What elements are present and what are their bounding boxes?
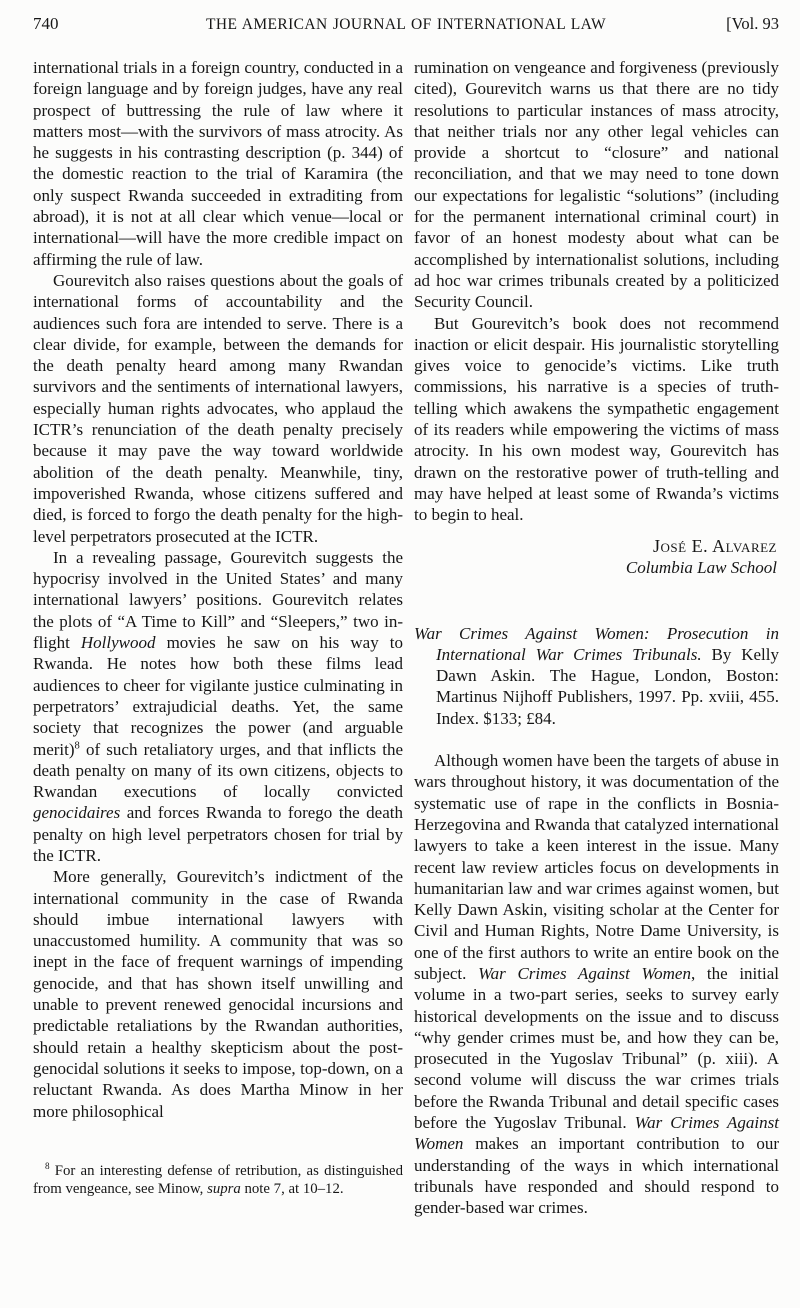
paragraph: rumination on vengeance and forgiveness (previously cited), Gourevitch warns us that there are no tidy resolutions to particular instances of mass atrocity, that neither trials nor any other legal vehicles can provide a shortcut to “closure” and national reconciliation, and that we may need to tone down our expectations for legalistic “solutions” (including for the permanent international criminal court) in favor of an honest modesty about what can be accomplished by internationalist solutions, including ad hoc war crimes tribunals created by a politicized Security Council. bbox=[414, 58, 779, 312]
volume-label: [Vol. 93 bbox=[726, 14, 779, 33]
journal-title: THE AMERICAN JOURNAL OF INTERNATIONAL LAW bbox=[205, 16, 607, 33]
page-header bbox=[33, 14, 779, 34]
signature-block bbox=[414, 535, 777, 579]
reviewer-affiliation: Columbia Law School bbox=[625, 557, 777, 577]
left-column bbox=[33, 57, 403, 1199]
paragraph: More generally, Gourevitch’s indictment of the international community in the case of Rwanda should imbue international lawyers with unaccustomed humility. A community that was so inept in the face of frequent warnings of impending genocide, and that has shown itself unwilling and unable to prevent renewed genocidal incursions and predictable retaliations by the Rwandan authorities, should retain a healthy skepticism about the post-genocidal solutions it seeks to impose, top-down, on a reluctant Rwanda. As does Martha Minow in her more philosophical bbox=[33, 867, 403, 1121]
paragraph: Gourevitch also raises questions about the goals of international forms of accountability and the audiences such fora are intended to serve. There is a clear divide, for example, between the demands for the death penalty heard among many Rwandan survivors and the sentiments of international lawyers, especially human rights advocates, who applaud the ICTR’s renunciation of the death penalty precisely because it may pave the way toward worldwide abolition of the death penalty. Meanwhile, tiny, impoverished Rwanda, whose citizens suffered and died, is forced to forgo the death penalty for the high-level perpetrators prosecuted at the ICTR. bbox=[33, 270, 403, 546]
right-column-paragraphs bbox=[414, 57, 779, 526]
reviewer-name: José E. Alvarez bbox=[653, 535, 777, 556]
paragraph: But Gourevitch’s book does not recommend inaction or elicit despair. His journalistic storytelling gives voice to genocide’s victims. Like truth commissions, his narrative is a species of truth-telling which awakens the sympathetic engagement of its readers while empowering the victims of mass atrocity. In his own modest way, Gourevitch has drawn on the restorative power of truth-telling and may have helped at least some of Rwanda’s victims to begin to heal. bbox=[414, 313, 779, 525]
review-paragraphs bbox=[414, 750, 779, 1219]
book-citation: War Crimes Against Women: Prosecution in International War Crimes Tribunals. By Kelly Dawn Askin. The Hague, London, Boston: Martinus Nijhoff Publishers, 1997. Pp. xviii, 455. Index. $133; £84. bbox=[414, 623, 780, 728]
left-column-paragraphs bbox=[33, 57, 403, 1122]
page-number: 740 bbox=[33, 14, 59, 33]
right-column bbox=[414, 57, 779, 1219]
paragraph: Although women have been the targets of abuse in wars throughout history, it was documentation of the systematic use of rape in the conflicts in Bosnia-Herzegovina and Rwanda that catalyzed international lawyers to take a keen interest in the issue. Many recent law review articles focus on developments in humanitarian law and war crimes against women, but Kelly Dawn Askin, visiting scholar at the Center for Civil and Human Rights, Notre Dame University, is one of the first authors to write an entire book on the subject. War Crimes Against Women, the initial volume in a two-part series, seeks to survey early historical developments on the issue and to discuss “why gender crimes must be, and how they can be, prosecuted in the Yugoslav Tribunal” (p. xiii). A second volume will discuss the war crimes trials before the Rwanda Tribunal and detail specific cases before the Yugoslav Tribunal. War Crimes Against Women makes an important contribution to our understanding of the ways in which international tribunals have responded and should respond to gender-based war crimes. bbox=[414, 751, 779, 1218]
footnote: $^8$ For an interesting defense of retribution, as distinguished from vengeance, see Minow, supra note 7, at 10–12. bbox=[33, 1160, 403, 1198]
paragraph: international trials in a foreign country, conducted in a foreign language and by foreign judges, have any real prospect of buttressing the rule of law where it matters most—with the survivors of mass atrocity. As he suggests in his contrasting description (p. 344) of the domestic reaction to the trial of Karamira (the only suspect Rwanda succeeded in extraditing from abroad), it is not at all clear which venue—local or international—will have the more credible impact on affirming the rule of law. bbox=[33, 58, 403, 269]
paragraph: In a revealing passage, Gourevitch suggests the hypocrisy involved in the United States’ and many international lawyers’ positions. Gourevitch relates the plots of “A Time to Kill” and “Sleepers,” two in-flight Hollywood movies he saw on his way to Rwanda. He notes how both these films lead audiences to cheer for vigilante justice culminating in perpetrators’ extrajudicial deaths. Yet, the same society that recognizes the power (and arguable merit)$^8$ of such retaliatory urges, and that inflicts the death penalty on many of its own citizens, objects to Rwandan executions of locally convicted genocidaires and forces Rwanda to forego the death penalty on high level perpetrators chosen for trial by the ICTR. bbox=[33, 547, 403, 865]
